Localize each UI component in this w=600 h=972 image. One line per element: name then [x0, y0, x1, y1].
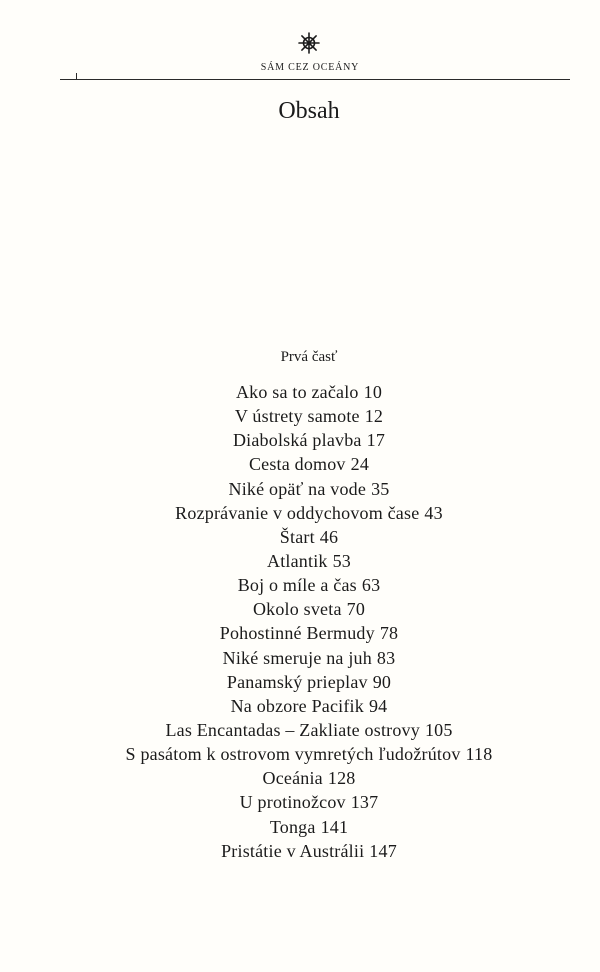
toc-entry-title: S pasátom k ostrovom vymretých ľudožrútov: [125, 744, 461, 765]
toc-entry-page-number: 53: [332, 550, 351, 571]
toc-entry-title: Ako sa to začalo: [235, 382, 359, 402]
toc-entry-title: Atlantik: [267, 550, 328, 571]
running-head: SÁM CEZ OCEÁNY: [260, 62, 360, 73]
toc-entry: [18, 718, 600, 742]
toc-entry: [18, 573, 600, 597]
toc-entry-page-number: 17: [366, 430, 386, 451]
toc-entry-title: Tonga: [269, 816, 316, 837]
toc-entry-title: Na obzore Pacifik: [230, 695, 364, 716]
toc-entry-page-number: 105: [424, 719, 453, 740]
toc-entry-title: Panamský prieplav: [226, 671, 368, 692]
toc-entry-title: V ústrety samote: [234, 406, 360, 427]
toc-entry-title: Niké smeruje na juh: [222, 647, 372, 668]
toc-entry-page-number: 94: [368, 695, 388, 716]
toc-entry-page-number: 147: [369, 840, 397, 861]
toc-entry: [18, 428, 600, 452]
toc-entry-title: Boj o míle a čas: [237, 575, 357, 596]
toc-entry: [18, 380, 600, 404]
toc-entry: [18, 839, 600, 863]
toc-entry: [18, 694, 600, 718]
toc-entry-page-number: 24: [350, 454, 370, 475]
toc-entry: [18, 646, 600, 670]
header-rule: [60, 79, 570, 80]
toc-entry-title: Rozprávanie v oddychovom čase: [175, 502, 420, 523]
toc-entry: [18, 815, 600, 839]
toc-entry-title: Las Encantadas – Zakliate ostrovy: [165, 719, 420, 740]
toc-entry-title: Pristátie v Austrálii: [221, 840, 365, 861]
toc-entry-page-number: 46: [319, 526, 339, 547]
toc-entry-page-number: 10: [363, 382, 383, 402]
page-title: Obsah: [278, 98, 340, 124]
toc-entry-page-number: 12: [364, 406, 384, 427]
toc-entry-title: Diabolská plavba: [232, 430, 362, 451]
toc-entry-page-number: 35: [371, 478, 390, 499]
toc-entry-page-number: 70: [346, 599, 366, 620]
toc-entry: [18, 452, 600, 476]
toc-entry: [18, 790, 600, 814]
toc-entry-page-number: 63: [361, 575, 381, 596]
toc-entry: [18, 766, 600, 790]
toc-entry: [18, 501, 600, 525]
toc-entry-page-number: 78: [379, 623, 399, 644]
toc-entry: [18, 549, 600, 573]
toc-entry-page-number: 43: [424, 502, 443, 523]
toc-entry: [18, 404, 600, 428]
toc-entry-page-number: 141: [320, 816, 349, 837]
toc-entry-page-number: 83: [376, 647, 396, 668]
toc-entry-title: Pohostinné Bermudy: [219, 623, 375, 644]
toc-entry: [18, 525, 600, 549]
toc-entry-title: Niké opäť na vode: [228, 478, 367, 499]
toc-entry-title: Oceánia: [262, 768, 323, 789]
toc-entry-page-number: 128: [327, 768, 356, 789]
toc-entry-title: Cesta domov: [248, 454, 346, 475]
toc-entry-title: Štart: [279, 526, 315, 547]
toc-entry: [18, 621, 600, 645]
ship-wheel-icon: [298, 32, 320, 54]
toc-entry-title: U protinožcov: [239, 792, 346, 813]
toc-entry-page-number: 90: [372, 671, 392, 692]
toc-entry: [18, 742, 600, 766]
toc-entry-page-number: 118: [465, 744, 493, 765]
toc-entry: [18, 477, 600, 501]
toc-entry: [18, 670, 600, 694]
toc-entry: [18, 597, 600, 621]
toc-entry-title: Okolo sveta: [252, 599, 342, 620]
toc-entry-page-number: 137: [350, 792, 379, 813]
table-of-contents: [0, 380, 600, 863]
part-label: Prvá časť: [280, 349, 338, 365]
